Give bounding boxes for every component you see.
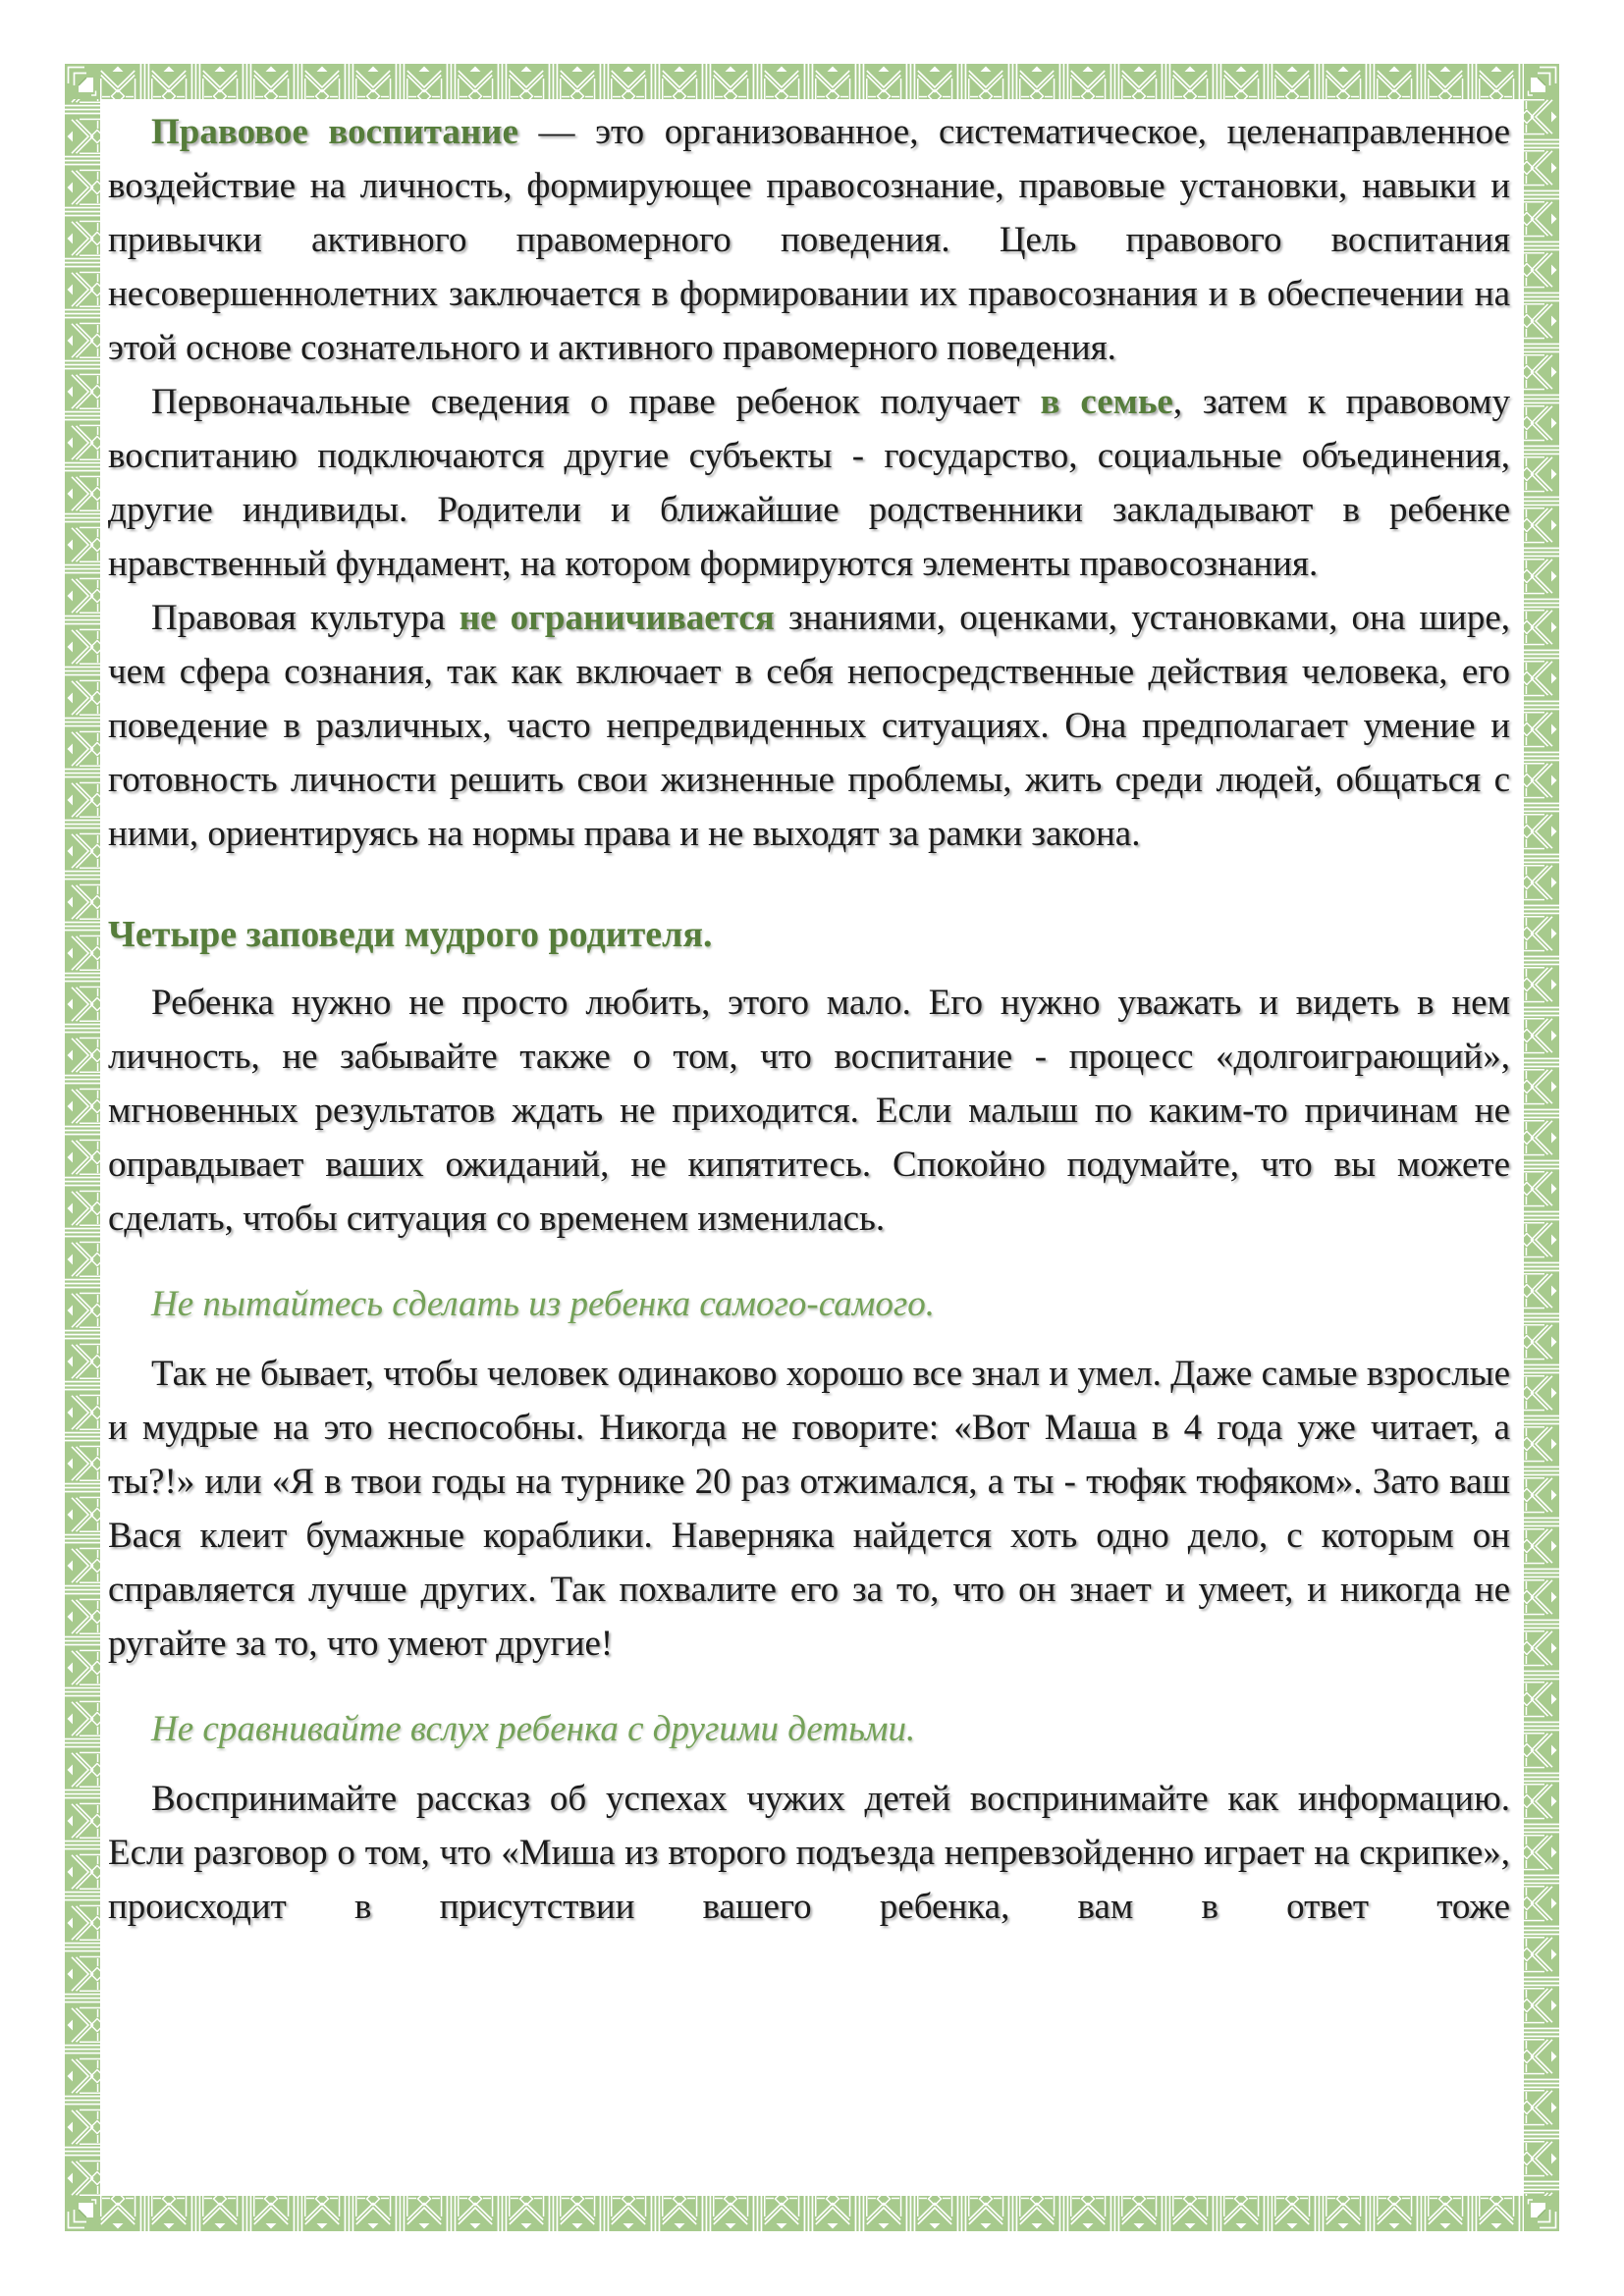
accent-not-limited: не ограничивается [459,598,775,638]
paragraph-family-first-knowledge [108,375,1510,591]
subheading-dont-make-best: Не пытайтесь сделать из ребенка самого-самого. [151,1284,936,1324]
frame-border-left [65,99,100,2196]
accent-in-family: в семье [1040,382,1173,422]
paragraph2-pre: Первоначальные сведения о праве ребенок получает [151,382,1041,422]
frame-corner-top-right [1524,64,1559,99]
subheading-dont-compare-aloud: Не сравнивайте вслух ребенка с другими детьми. [151,1709,916,1749]
accent-lead-legal-education: Правовое воспитание [151,112,518,152]
frame-border-bottom [100,2196,1524,2231]
paragraph-nobody-knows-everything: Так не бывает, чтобы человек одинаково хорошо все знал и умел. Даже самые взрослые и мудрые на это неспособны. Никогда не говорите: «Вот Маша в 4 года уже читает, а ты?!» или «Я в твои годы на турнике 20 раз отжимался, а ты - тюфяк тюфяком». Зато ваш Вася клеит бумажные кораблики. Наверняка найдется хоть одно дело, с которым он справляется лучше других. Так похвалите его за то, что он знает и умеет, и никогда не ругайте за то, что умеют другие! [108,1354,1510,1664]
paragraph1-text: — это организованное, систематическое, целенаправленное воздействие на личность, формирующее правосознание, правовые установки, навыки и привычки активного правомерного поведения. Цель правового воспитания несовершеннолетних заключается в формировании их правосознания и в обеспечении на этой основе сознательного и активного правомерного поведения. [108,112,1510,368]
frame-border-right [1524,99,1559,2196]
paragraph-respect-child: Ребенка нужно не просто любить, этого мало. Его нужно уважать и видеть в нем личность, не забывайте также о том, что воспитание - процесс «долгоиграющий», мгновенных результатов ждать не приходится. Если малыш по каким-то причинам не оправдывает ваших ожиданий, не кипятитесь. Спокойно подумайте, что вы можете сделать, чтобы ситуация со временем изменилась. [108,983,1510,1239]
paragraph2-post: , затем к правовому воспитанию подключаются другие субъекты - государство, социальные объединения, другие индивиды. Родители и ближайшие родственники закладывают в ребенке нравственный фундамент, на котором формируются элементы правосознания. [108,382,1510,584]
paragraph-other-children-success: Воспринимайте рассказ об успехах чужих детей воспринимайте как информацию. Если разговор о том, что «Миша из второго подъезда непревзойденно играет на скрипке», происходит в присутствии вашего ребенка, вам в ответ тоже [108,1779,1510,1927]
paragraph-legal-culture [108,591,1510,861]
frame-corner-top-left [65,64,100,99]
frame-corner-bottom-left [65,2196,100,2231]
frame-corner-bottom-right [1524,2196,1559,2231]
frame-border-top [100,64,1524,99]
document-content [100,99,1524,2196]
paragraph3-post: знаниями, оценками, установками, она шире, чем сфера сознания, так как включает в себя непосредственные действия человека, его поведение в различных, часто непредвиденных ситуациях. Она предполагает умение и готовность личности решить свои жизненные проблемы, жить среди людей, общаться с ними, ориентируясь на нормы права и не выходят за рамки закона. [108,598,1510,854]
section-heading-four-commandments: Четыре заповеди мудрого родителя. [108,914,713,955]
paragraph-legal-education-definition [108,105,1510,375]
paragraph3-pre: Правовая культура [151,598,460,638]
